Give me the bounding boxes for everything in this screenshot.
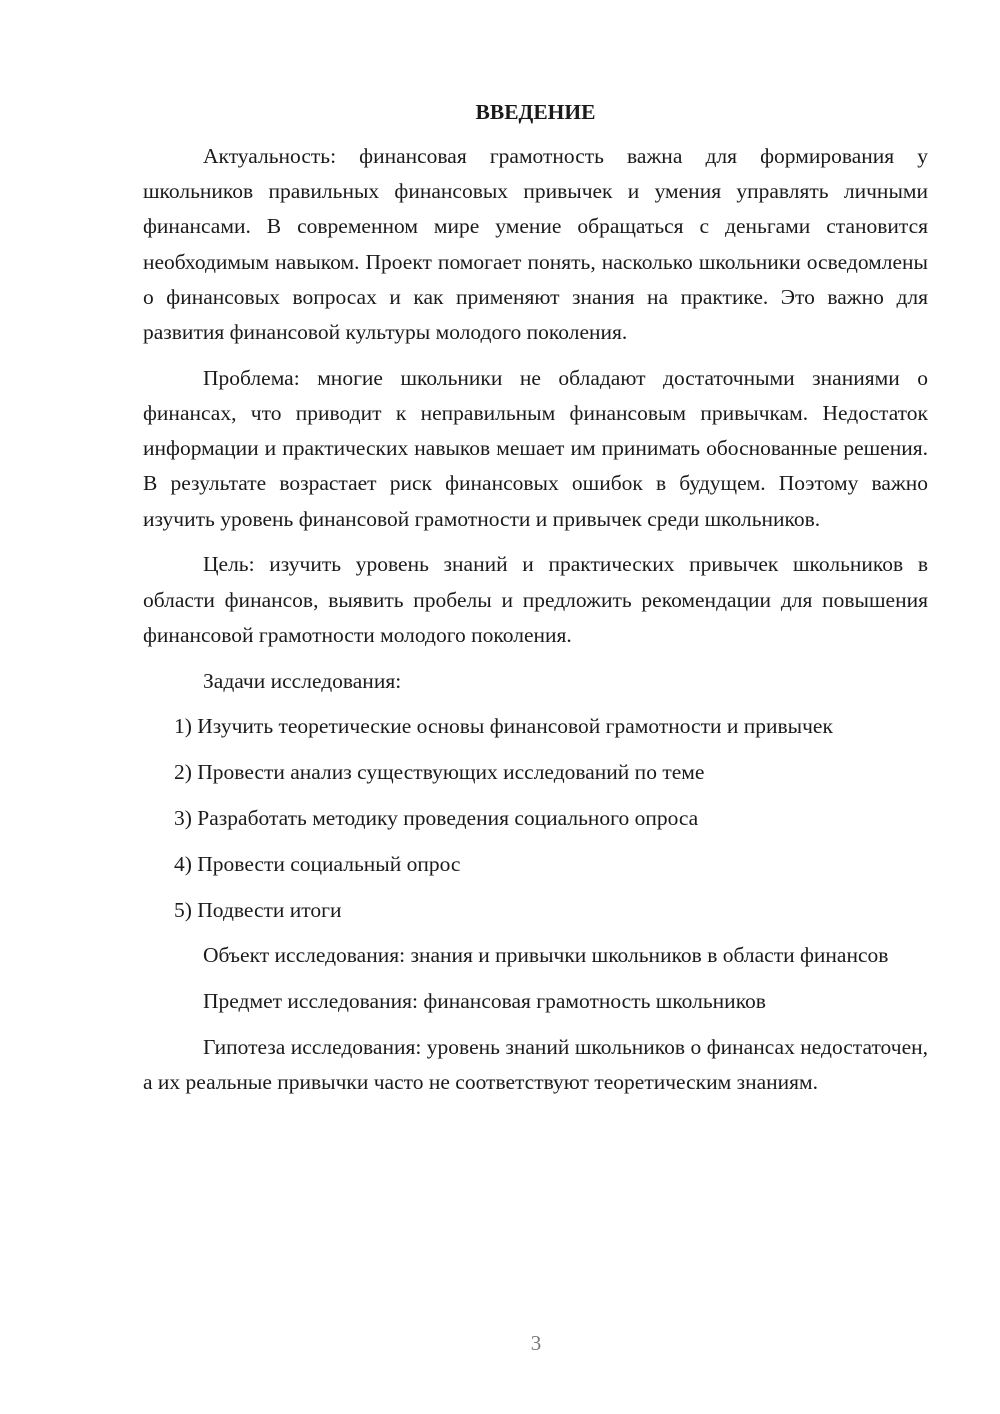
list-item: 1) Изучить теоретические основы финансовой грамотности и привычек: [174, 714, 833, 739]
list-item: 3) Разработать методику проведения социального опроса: [174, 806, 699, 831]
tasks-heading: Задачи исследования:: [203, 668, 402, 693]
page-number: 3: [530, 1331, 542, 1355]
paragraph-hypothesis: Гипотеза исследования: уровень знаний школьников о финансах недостаточен, а их реальные привычки часто не соответствуют теоретическим знаниям.: [143, 1035, 928, 1095]
list-item: 5) Подвести итоги: [174, 897, 342, 922]
list-item: 2) Провести анализ существующих исследований по теме: [174, 760, 705, 785]
paragraph-relevance: Актуальность: финансовая грамотность важна для формирования у школьников правильных финансовых привычек и умения управлять личными финансами. В современном мире умение обращаться с деньгами становится необходимым навыком. Проект помогает понять, насколько школьники осведомлены о финансовых вопросах и как применяют знания на практике. Это важно для развития финансовой культуры молодого поколения.: [143, 144, 928, 345]
paragraph-object: Объект исследования: знания и привычки школьников в области финансов: [203, 943, 889, 968]
page-title: ВВЕДЕНИЕ: [475, 100, 596, 124]
tasks-list: [143, 709, 928, 927]
list-item: 4) Провести социальный опрос: [174, 851, 461, 876]
paragraph-goal: Цель: изучить уровень знаний и практических привычек школьников в области финансов, выявить пробелы и предложить рекомендации для повышения финансовой грамотности молодого поколения.: [143, 552, 928, 647]
paragraph-subject: Предмет исследования: финансовая грамотность школьников: [203, 989, 766, 1014]
document-page: [143, 95, 928, 1111]
paragraph-problem: Проблема: многие школьники не обладают достаточными знаниями о финансах, что приводит к неправильным финансовым привычкам. Недостаток информации и практических навыков мешает им принимать обоснованные решения. В результате возрастает риск финансовых ошибок в будущем. Поэтому важно изучить уровень финансовой грамотности и привычек среди школьников.: [143, 365, 928, 531]
